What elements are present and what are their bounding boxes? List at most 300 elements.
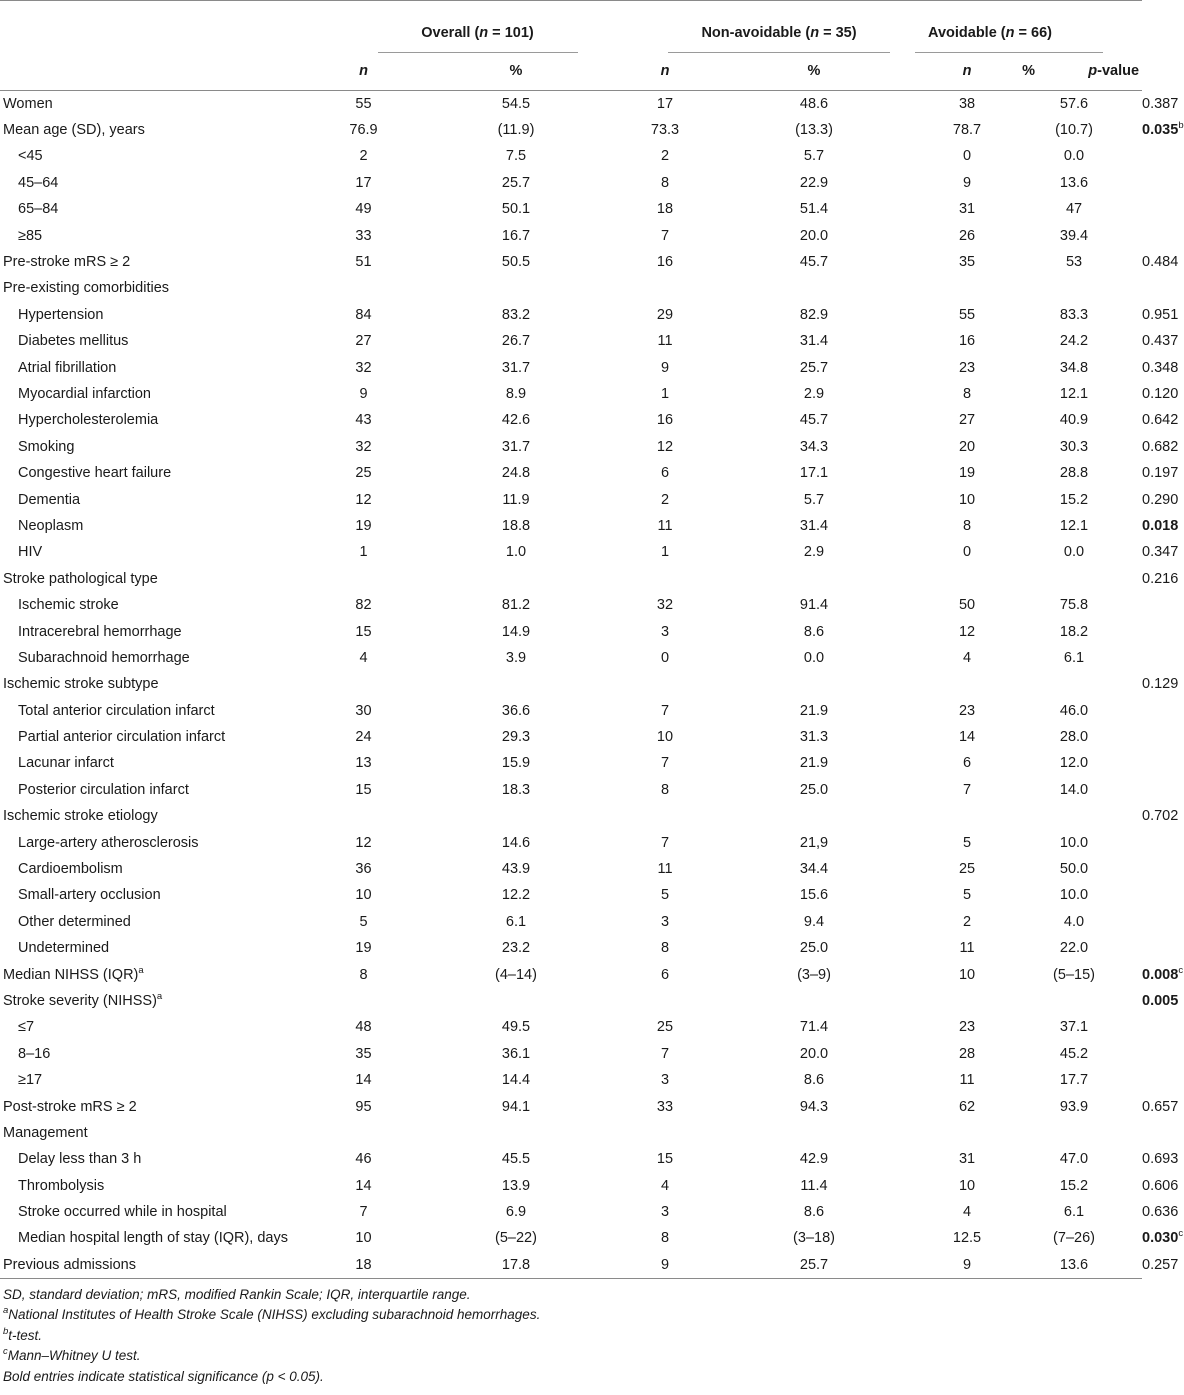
cell-non-avoidable-n: 6 xyxy=(660,465,670,482)
cell-overall-pct: 16.7 xyxy=(501,227,531,244)
cell-overall-n: 5 xyxy=(359,913,368,930)
cell-avoidable-n: 7 xyxy=(962,781,972,798)
row-label-text: ≥17 xyxy=(18,1072,43,1089)
table-row xyxy=(0,249,1142,275)
group-header-avoidable: Avoidable (n = 66) xyxy=(928,1,1142,53)
table-row xyxy=(0,829,1142,855)
cell-non-avoidable-pct: 31.3 xyxy=(799,729,829,746)
cell-overall-n: 82 xyxy=(355,597,372,614)
cell-non-avoidable-n: 32 xyxy=(656,597,674,614)
cell-non-avoidable-pct: 2.9 xyxy=(803,385,825,402)
cell-avoidable-pct: 46.0 xyxy=(1059,702,1089,719)
cell-overall-pct: 36.6 xyxy=(501,702,531,719)
table-row xyxy=(0,1173,1142,1199)
cell-avoidable-n: 38 xyxy=(958,95,976,112)
pvalue-text: 0.008 xyxy=(1142,966,1179,983)
table-row xyxy=(0,539,1142,565)
row-label xyxy=(0,222,325,248)
cell-overall-n xyxy=(325,988,402,1014)
row-label-text: Pre-existing comorbidities xyxy=(3,280,170,297)
row-label-text: Delay less than 3 h xyxy=(18,1151,142,1168)
cell-overall-n: 19 xyxy=(355,517,372,534)
group-underline xyxy=(915,52,1103,53)
cell-overall-pct: 7.5 xyxy=(505,148,527,165)
cell-avoidable-pct: 12.0 xyxy=(1059,755,1089,772)
pvalue-text: 0.606 xyxy=(1142,1177,1179,1194)
row-label xyxy=(0,882,325,908)
cell-non-avoidable-n xyxy=(630,988,700,1014)
footnote-mark: a xyxy=(3,1305,9,1317)
cell-avoidable-n: 14 xyxy=(958,729,976,746)
row-label xyxy=(0,935,325,961)
cell-non-avoidable-n: 11 xyxy=(657,333,673,350)
table-body xyxy=(0,91,1184,1279)
row-label-text: ≥85 xyxy=(18,227,43,244)
cell-avoidable-pct xyxy=(1006,275,1142,301)
row-label xyxy=(0,196,325,222)
cell-non-avoidable-pct: 21.9 xyxy=(799,755,829,772)
group-header-overall: Overall (n = 101) xyxy=(325,1,630,53)
cell-avoidable-pct: 47 xyxy=(1065,201,1083,218)
row-label-text: Stroke occurred while in hospital xyxy=(18,1204,227,1221)
cell-overall-pct: 36.1 xyxy=(501,1045,531,1062)
row-label-text: Median NIHSS (IQR) xyxy=(3,966,139,983)
cell-avoidable-pct: 22.0 xyxy=(1059,940,1089,957)
row-label xyxy=(0,143,325,169)
cell-avoidable-n xyxy=(928,1120,1006,1146)
cell-avoidable-pct: 34.8 xyxy=(1059,359,1089,376)
cell-avoidable-pct: 6.1 xyxy=(1063,1204,1085,1221)
cell-overall-pct: (11.9) xyxy=(497,122,535,139)
cell-avoidable-n: 35 xyxy=(958,254,976,271)
group-label: Non-avoidable xyxy=(701,24,802,41)
cell-avoidable-n: 12 xyxy=(958,623,976,640)
pvalue-rest: -value xyxy=(1097,63,1140,80)
cell-non-avoidable-pct: 21,9 xyxy=(799,834,829,851)
cell-non-avoidable-pct xyxy=(700,671,928,697)
row-label-text: Neoplasm xyxy=(18,517,84,534)
cell-avoidable-pct: 28.0 xyxy=(1059,729,1089,746)
cell-non-avoidable-n: 7 xyxy=(660,702,670,719)
cell-overall-pct: 49.5 xyxy=(501,1019,531,1036)
cell-overall-pct: 43.9 xyxy=(501,861,531,878)
cell-avoidable-pct: 28.8 xyxy=(1059,465,1089,482)
cell-avoidable-pct: 15.2 xyxy=(1059,491,1089,508)
pvalue-text: 0.484 xyxy=(1142,254,1179,271)
cell-non-avoidable-n xyxy=(630,803,700,829)
cell-overall-pct: 31.7 xyxy=(501,359,531,376)
cell-overall-n: 49 xyxy=(355,201,372,218)
cell-overall-n: 84 xyxy=(355,306,372,323)
row-label-text: Partial anterior circulation infarct xyxy=(18,729,226,746)
row-label xyxy=(0,302,325,328)
cell-overall-pct: 17.8 xyxy=(402,1252,630,1278)
cell-overall-n: 18 xyxy=(325,1252,402,1278)
cell-overall-pct xyxy=(402,1120,630,1146)
row-label xyxy=(0,566,325,592)
cell-non-avoidable-pct: 21.9 xyxy=(799,702,829,719)
group-header-non-avoidable: Non-avoidable (n = 35) xyxy=(630,1,928,53)
row-label xyxy=(0,829,325,855)
cell-overall-pct xyxy=(402,803,630,829)
footnotes xyxy=(0,1285,1142,1388)
footnote-mark: b xyxy=(1178,120,1184,132)
footnote-text: National Institutes of Health Stroke Scale (NIHSS) excluding subarachnoid hemorrhages. xyxy=(8,1307,541,1323)
cell-non-avoidable-pct: 34.4 xyxy=(799,861,829,878)
cell-overall-pct xyxy=(402,988,630,1014)
cell-avoidable-pct xyxy=(1006,988,1142,1014)
cell-avoidable-pct: 57.6 xyxy=(1059,95,1089,112)
cell-non-avoidable-n: 16 xyxy=(656,412,674,429)
row-label-text: Undetermined xyxy=(18,940,110,957)
cell-non-avoidable-pct xyxy=(700,803,928,829)
cell-non-avoidable-n: 4 xyxy=(660,1177,670,1194)
group-n-label: n xyxy=(479,24,489,41)
row-label-text: Hypercholesterolemia xyxy=(18,412,159,429)
cell-overall-pct: 25.7 xyxy=(501,174,531,191)
table-row xyxy=(0,275,1142,301)
cell-non-avoidable-n: 2 xyxy=(660,148,670,165)
footnote-mark: c xyxy=(3,1346,8,1358)
cell-non-avoidable-n: 9 xyxy=(630,1252,700,1278)
cell-avoidable-n: 8 xyxy=(962,517,972,534)
cell-non-avoidable-pct: 15.6 xyxy=(799,887,829,904)
footnote-mark: a xyxy=(156,990,163,1002)
group-underline xyxy=(378,52,578,53)
cell-overall-n: 76.9 xyxy=(349,122,378,139)
row-label-text: HIV xyxy=(18,544,43,561)
cell-avoidable-n: 0 xyxy=(962,148,972,165)
pvalue-text: 0.347 xyxy=(1142,544,1179,561)
cell-overall-n: 25 xyxy=(355,465,372,482)
cell-avoidable-pct: 6.1 xyxy=(1063,649,1085,666)
cell-avoidable-n: 5 xyxy=(962,834,972,851)
table-row xyxy=(0,777,1142,803)
cell-overall-n: 19 xyxy=(355,940,372,957)
pvalue-text: 0.693 xyxy=(1142,1151,1179,1168)
cell-overall-pct: 18.3 xyxy=(501,781,531,798)
cell-non-avoidable-n: 0 xyxy=(660,649,670,666)
cell-avoidable-n: 55 xyxy=(958,306,976,323)
row-label-text: Median hospital length of stay (IQR), days xyxy=(18,1230,288,1247)
row-label-text: Hypertension xyxy=(18,306,104,323)
row-label xyxy=(0,1173,325,1199)
table-row xyxy=(0,671,1142,697)
cell-avoidable-pct: 30.3 xyxy=(1059,438,1089,455)
row-label-text: Post-stroke mRS ≥ 2 xyxy=(3,1098,137,1115)
cell-overall-n: 27 xyxy=(355,333,372,350)
cell-overall-n: 2 xyxy=(359,148,368,165)
cell-avoidable-n: 28 xyxy=(958,1045,976,1062)
cell-non-avoidable-pct: 45.7 xyxy=(799,254,829,271)
cell-avoidable-pct xyxy=(1006,671,1142,697)
table-row xyxy=(0,961,1142,987)
cell-avoidable-pct: 13.6 xyxy=(1006,1252,1142,1278)
group-label: Avoidable xyxy=(928,24,997,41)
cell-non-avoidable-pct: (3–9) xyxy=(797,966,831,983)
footnote-mark: c xyxy=(1178,964,1184,976)
group-count: 101 xyxy=(504,24,529,41)
row-label-text: Previous admissions xyxy=(3,1256,136,1273)
cell-overall-n xyxy=(325,803,402,829)
row-label-text: Atrial fibrillation xyxy=(18,359,117,376)
table-row xyxy=(0,117,1142,143)
row-label-text: Management xyxy=(3,1124,88,1141)
cell-overall-n xyxy=(325,671,402,697)
pvalue-text: 0.120 xyxy=(1142,385,1179,402)
cell-avoidable-n: 10 xyxy=(958,966,976,983)
table-row xyxy=(0,909,1142,935)
cell-non-avoidable-pct: 8.6 xyxy=(803,623,825,640)
cell-avoidable-n: 9 xyxy=(962,174,972,191)
cell-non-avoidable-n xyxy=(630,566,700,592)
row-label-text: Mean age (SD), years xyxy=(3,122,145,139)
cell-non-avoidable-n: 8 xyxy=(660,940,670,957)
cell-avoidable-pct: 17.7 xyxy=(1059,1072,1089,1089)
cell-non-avoidable-n: 5 xyxy=(660,887,670,904)
pvalue-text: 0.290 xyxy=(1142,491,1179,508)
cell-non-avoidable-n: 8 xyxy=(660,781,670,798)
cell-overall-n: 15 xyxy=(355,781,372,798)
row-label xyxy=(0,486,325,512)
pvalue-text: 0.348 xyxy=(1142,359,1179,376)
cell-non-avoidable-n: 9 xyxy=(660,359,670,376)
cell-non-avoidable-pct xyxy=(700,275,928,301)
cell-non-avoidable-n xyxy=(630,671,700,697)
row-label-text: Total anterior circulation infarct xyxy=(18,702,215,719)
cell-avoidable-n: 5 xyxy=(962,887,972,904)
cell-non-avoidable-n: 6 xyxy=(660,966,670,983)
pvalue-text: 0.018 xyxy=(1142,517,1179,534)
cell-overall-n: 35 xyxy=(355,1045,372,1062)
row-label-text: 8–16 xyxy=(18,1045,51,1062)
cell-avoidable-pct: 50.0 xyxy=(1059,861,1089,878)
cell-avoidable-pct: 0.0 xyxy=(1063,544,1085,561)
cell-non-avoidable-pct: 25.7 xyxy=(799,359,829,376)
cell-non-avoidable-n: 3 xyxy=(660,1072,670,1089)
cell-overall-n: 30 xyxy=(355,702,372,719)
cell-non-avoidable-pct: 31.4 xyxy=(799,517,829,534)
cell-overall-pct: (5–22) xyxy=(495,1230,537,1247)
cell-non-avoidable-n xyxy=(630,1120,700,1146)
pvalue-text: 0.030 xyxy=(1142,1230,1179,1247)
cell-non-avoidable-pct: 8.6 xyxy=(803,1072,825,1089)
cell-non-avoidable-pct: 94.3 xyxy=(799,1098,829,1115)
row-label xyxy=(0,275,325,301)
cell-non-avoidable-n: 29 xyxy=(656,306,674,323)
footnote-bold-note: Bold entries indicate statistical significance (p < 0.05). xyxy=(3,1368,324,1384)
pvalue-text: 0.636 xyxy=(1142,1204,1179,1221)
row-label xyxy=(0,592,325,618)
cell-avoidable-n: 78.7 xyxy=(952,122,982,139)
cell-non-avoidable-pct: 25.7 xyxy=(700,1252,928,1278)
row-label xyxy=(0,407,325,433)
cell-avoidable-n: 10 xyxy=(958,491,976,508)
table-row xyxy=(0,381,1142,407)
cell-overall-pct: 6.1 xyxy=(505,913,527,930)
cell-overall-n: 8 xyxy=(359,966,368,983)
cell-avoidable-n: 4 xyxy=(962,1204,972,1221)
row-label-text: Smoking xyxy=(18,438,75,455)
row-label-text: <45 xyxy=(18,148,43,165)
cell-avoidable-pct: 75.8 xyxy=(1059,597,1089,614)
cell-avoidable-n: 11 xyxy=(959,940,975,957)
cell-overall-n xyxy=(325,275,402,301)
cell-avoidable-n xyxy=(928,671,1006,697)
cell-overall-pct: 18.8 xyxy=(501,517,531,534)
subheader-n: n xyxy=(630,53,700,91)
subheader-n: n xyxy=(325,53,402,91)
cell-overall-n: 12 xyxy=(355,491,372,508)
row-label-text: Ischemic stroke subtype xyxy=(3,676,159,693)
cell-avoidable-pct: 45.2 xyxy=(1059,1045,1089,1062)
cell-overall-n xyxy=(325,566,402,592)
cell-avoidable-pct: 53 xyxy=(1065,254,1083,271)
cell-avoidable-pct: 83.3 xyxy=(1059,306,1089,323)
cell-non-avoidable-pct: 8.6 xyxy=(803,1204,825,1221)
pvalue-text: 0.035 xyxy=(1142,122,1179,139)
footnote-c xyxy=(3,1346,1142,1367)
cell-avoidable-n: 31 xyxy=(958,201,976,218)
row-label xyxy=(0,354,325,380)
table-row xyxy=(0,697,1142,723)
cell-avoidable-pct xyxy=(1006,566,1142,592)
cell-avoidable-n: 23 xyxy=(958,1019,976,1036)
pvalue-text: 0.129 xyxy=(1142,676,1179,693)
row-label xyxy=(0,909,325,935)
cell-overall-pct xyxy=(402,566,630,592)
group-count: 35 xyxy=(835,24,852,41)
cell-non-avoidable-pct: 42.9 xyxy=(799,1151,829,1168)
cell-non-avoidable-n: 7 xyxy=(660,227,670,244)
cell-avoidable-pct: 12.1 xyxy=(1059,517,1089,534)
row-label xyxy=(0,460,325,486)
cell-avoidable-pct: 13.6 xyxy=(1059,174,1089,191)
cell-overall-pct: 15.9 xyxy=(501,755,531,772)
row-label-text: Large-artery atherosclerosis xyxy=(18,834,199,851)
pvalue-text: 0.702 xyxy=(1142,808,1179,825)
footnote-mark: c xyxy=(1178,1228,1184,1240)
cell-avoidable-pct: 40.9 xyxy=(1059,412,1089,429)
cell-avoidable-n: 12.5 xyxy=(952,1230,982,1247)
footnote-text: Mann–Whitney U test. xyxy=(7,1348,141,1364)
cell-non-avoidable-n: 73.3 xyxy=(650,122,680,139)
row-label xyxy=(0,645,325,671)
cell-avoidable-n: 23 xyxy=(958,702,976,719)
header-blank xyxy=(0,1,325,53)
row-label xyxy=(0,724,325,750)
table-row xyxy=(0,1199,1142,1225)
table-row xyxy=(0,1225,1142,1251)
table-row xyxy=(0,486,1142,512)
cell-non-avoidable-pct: 0.0 xyxy=(803,649,825,666)
cell-non-avoidable-pct: 34.3 xyxy=(799,438,829,455)
subheader-pvalue xyxy=(1006,53,1142,91)
cell-overall-pct: 26.7 xyxy=(501,333,531,350)
cell-non-avoidable-n: 15 xyxy=(656,1151,674,1168)
cell-overall-pct: 29.3 xyxy=(501,729,531,746)
cell-avoidable-n: 19 xyxy=(958,465,976,482)
table-row xyxy=(0,196,1142,222)
pvalue-text: 0.682 xyxy=(1142,438,1179,455)
cell-overall-pct: 31.7 xyxy=(501,438,531,455)
cell-avoidable-n: 0 xyxy=(962,544,972,561)
cell-overall-pct: 42.6 xyxy=(501,412,531,429)
footnote-b xyxy=(3,1326,1142,1347)
row-label xyxy=(0,961,325,987)
row-label xyxy=(0,856,325,882)
row-label-text: Other determined xyxy=(18,913,131,930)
table-row xyxy=(0,856,1142,882)
cell-non-avoidable-pct: 11.4 xyxy=(800,1177,828,1194)
cell-non-avoidable-pct: 45.7 xyxy=(799,412,829,429)
row-label xyxy=(0,434,325,460)
cell-avoidable-pct: (10.7) xyxy=(1055,122,1093,139)
table-row xyxy=(0,618,1142,644)
cell-avoidable-n xyxy=(928,566,1006,592)
row-label xyxy=(0,988,325,1014)
row-label xyxy=(0,1199,325,1225)
table-row xyxy=(0,1014,1142,1040)
table-row xyxy=(0,328,1142,354)
cell-avoidable-pct: 15.2 xyxy=(1059,1177,1089,1194)
table-row xyxy=(0,91,1142,117)
cell-overall-pct: 13.9 xyxy=(501,1177,531,1194)
row-label xyxy=(0,1041,325,1067)
row-label-text: Dementia xyxy=(18,491,81,508)
cell-overall-pct: 14.9 xyxy=(501,623,531,640)
cell-avoidable-pct: 93.9 xyxy=(1059,1098,1089,1115)
cell-overall-pct: 45.5 xyxy=(501,1151,531,1168)
pvalue-text: 0.216 xyxy=(1142,570,1179,587)
row-label xyxy=(0,803,325,829)
table-row xyxy=(0,592,1142,618)
row-label-text: Subarachnoid hemorrhage xyxy=(18,649,190,666)
table-row xyxy=(0,724,1142,750)
cell-avoidable-pct: 37.1 xyxy=(1059,1019,1089,1036)
cell-overall-n: 46 xyxy=(355,1151,372,1168)
pvalue-text: 0.387 xyxy=(1142,95,1179,112)
cell-overall-n: 48 xyxy=(355,1019,372,1036)
pvalue-text: 0.005 xyxy=(1142,992,1179,1009)
cell-avoidable-pct: 14.0 xyxy=(1059,781,1089,798)
row-label xyxy=(0,1120,325,1146)
subheader-pct: % xyxy=(700,53,928,91)
pvalue-text: 0.257 xyxy=(1142,1256,1179,1273)
pvalue-text: 0.437 xyxy=(1142,333,1179,350)
row-label xyxy=(0,170,325,196)
cell-non-avoidable-pct: 91.4 xyxy=(799,597,829,614)
cell-non-avoidable-n: 7 xyxy=(660,1045,670,1062)
group-n-label: n xyxy=(1005,24,1015,41)
table-row xyxy=(0,222,1142,248)
cell-overall-pct: 6.9 xyxy=(505,1204,527,1221)
cell-overall-n: 4 xyxy=(359,649,368,666)
cell-overall-n: 32 xyxy=(355,359,372,376)
row-label-text: Lacunar infarct xyxy=(18,755,114,772)
cell-avoidable-pct xyxy=(1006,803,1142,829)
cell-non-avoidable-pct: 31.4 xyxy=(799,333,829,350)
cell-non-avoidable-pct: 48.6 xyxy=(799,95,829,112)
cell-overall-n: 1 xyxy=(359,544,368,561)
row-label-text: Intracerebral hemorrhage xyxy=(18,623,182,640)
cell-non-avoidable-pct: 22.9 xyxy=(799,174,829,191)
table-row xyxy=(0,407,1142,433)
subheader-row xyxy=(0,53,1142,91)
cell-overall-pct: 81.2 xyxy=(501,597,531,614)
row-label-text: Pre-stroke mRS ≥ 2 xyxy=(3,254,131,271)
table-row xyxy=(0,513,1142,539)
